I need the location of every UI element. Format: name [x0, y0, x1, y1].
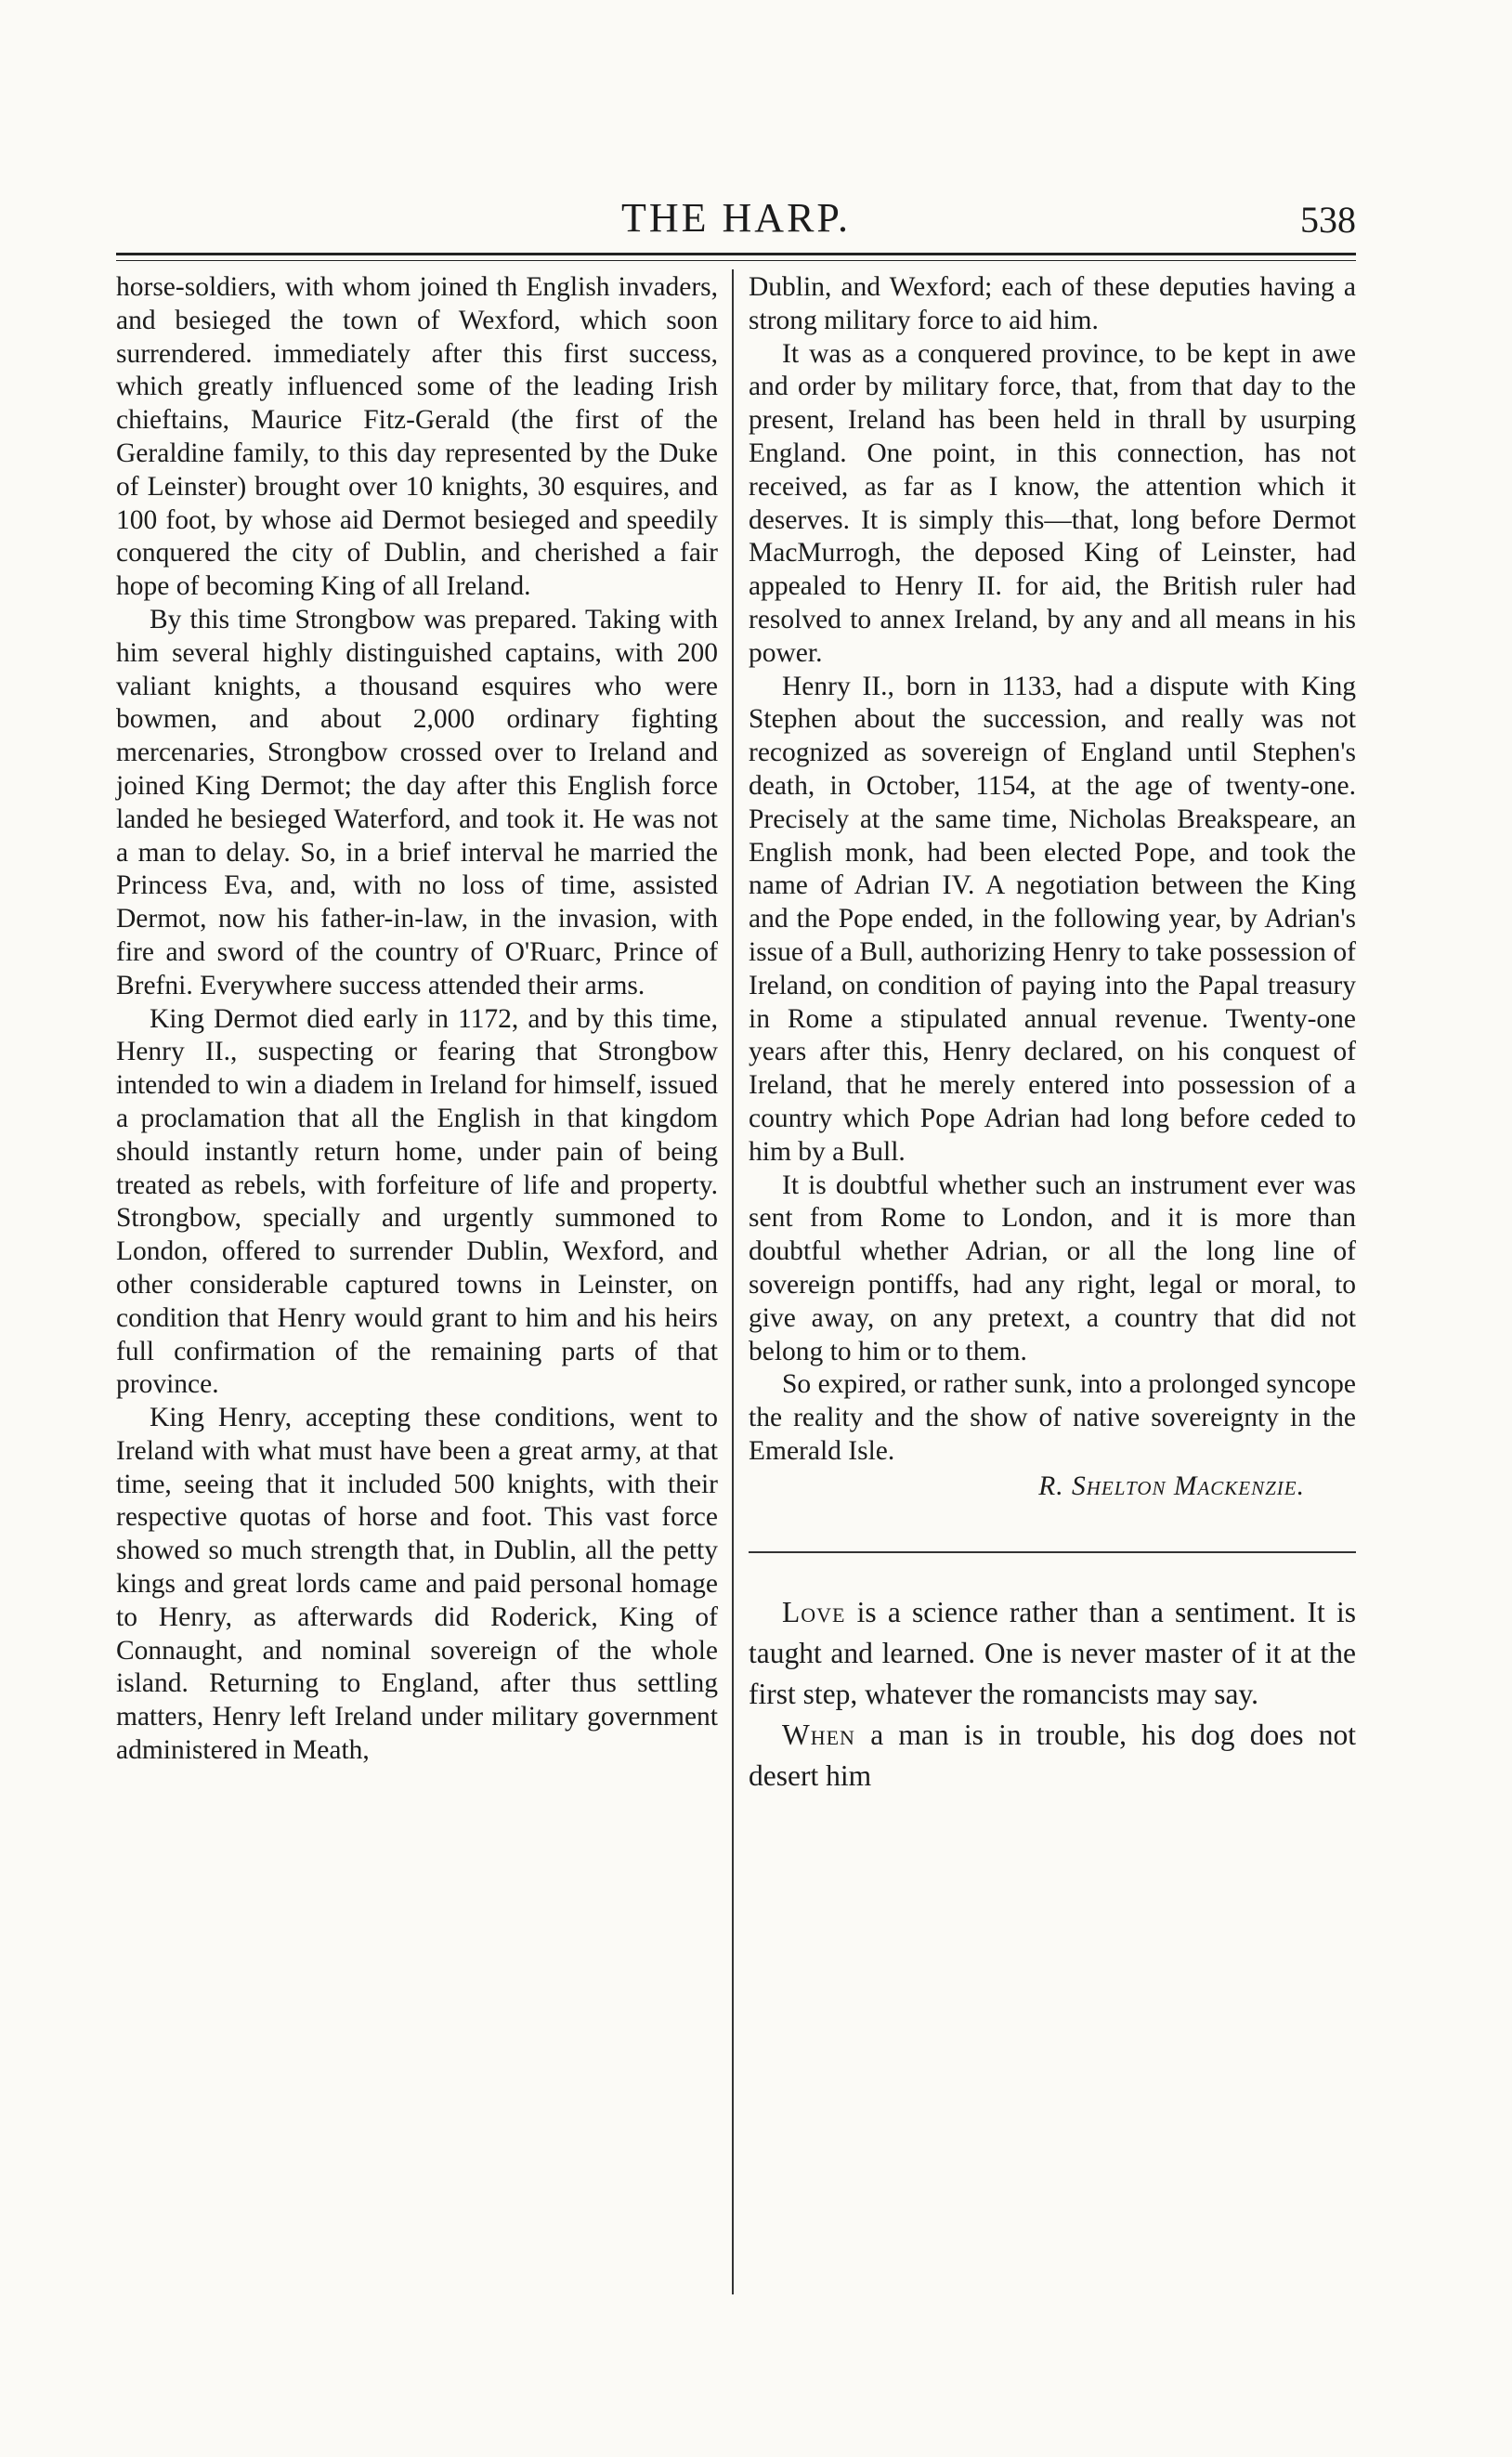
page-header	[116, 190, 1356, 246]
body-paragraph: It is doubtful whether such an instrument ever was sent from Rome to London, and it is more than doubtful whether Adrian, or all the long line of sovereign pontiffs, had any right, legal or moral, to give away, on any pretext, a country that did not belong to him or to them.	[749, 1170, 1356, 1366]
body-paragraph: King Henry, accepting these conditions, went to Ireland with what must have been a great army, at that time, seeing that it included 500 knights, with their respective quotas of horse and foot. This vast force showed so much strength that, in Dublin, all the petty kings and great lords came and paid personal homage to Henry, as afterwards did Roderick, King of Connaught, and nominal sovereign of the whole island. Returning to England, after thus settling matters, Henry left Ireland under military government administered in Meath,	[116, 1403, 718, 1766]
notes-section	[749, 1592, 1356, 1797]
body-paragraph: It was as a conquered province, to be kept in awe and order by military force, that, from that day to the present, Ireland has been held in thrall by usurping England. One point, in this connection, has not received, as far as I know, the attention which it deserves. It is simply this—that, long before Dermot MacMurrogh, the deposed King of Leinster, had appealed to Henry II. for aid, the British ruler had resolved to annex Ireland, by any and all means in his power.	[749, 338, 1356, 668]
page-number: 538	[1300, 199, 1356, 241]
note-paragraph	[749, 1592, 1356, 1715]
body-paragraph: Henry II., born in 1133, had a dispute with King Stephen about the succession, and really was not recognized as sovereign of England until Stephen's death, in October, 1154, at the age of twenty-one. Precisely at the same time, Nicholas Breakspeare, an English monk, had been elected Pope, and took the name of Adrian IV. A negotiation between the King and the Pope ended, in the following year, by Adrian's issue of a Bull, authorizing Henry to take possession of Ireland, on condition of paying into the Papal treasury in Rome a stipulated annual revenue. Twenty-one years after this, Henry declared, on his conquest of Ireland, that he merely entered into possession of a country which Pope Adrian had long before ceded to him by a Bull.	[749, 671, 1356, 1167]
note-text: is a science rather than a sentiment. It is taught and learned. One is never master of it at the first step, whatever the romancists may say.	[749, 1596, 1356, 1711]
right-column	[749, 271, 1356, 1797]
body-paragraph: Dublin, and Wexford; each of these deputies having a strong military force to aid him.	[749, 272, 1356, 335]
body-paragraph: By this time Strongbow was prepared. Taking with him several highly distinguished captains, with 200 valiant knights, a thousand esquires who were bowmen, and about 2,000 ordinary fighting mercenaries, Strongbow crossed over to Ireland and joined King Dermot; the day after this English force landed he besieged Waterford, and took it. He was not a man to delay. So, in a brief interval he married the Princess Eva, and, with no loss of time, assisted Dermot, now his father-in-law, in the invasion, with fire and sword of the country of O'Ruarc, Prince of Brefni. Everywhere success attended their arms.	[116, 604, 718, 1000]
running-title: THE HARP.	[620, 195, 852, 241]
note-paragraph	[749, 1715, 1356, 1797]
note-lead-word: Love	[782, 1596, 846, 1629]
section-rule	[749, 1551, 1356, 1553]
author-signature: R. Shelton Mackenzie.	[1038, 1470, 1305, 1501]
header-rule	[116, 253, 1356, 261]
body-paragraph: So expired, or rather sunk, into a prolonged syncope the reality and the show of native sovereignty in the Emerald Isle.	[749, 1369, 1356, 1466]
left-column	[116, 271, 718, 1768]
note-text: a man is in trouble, his dog does not desert him	[749, 1719, 1356, 1793]
body-paragraph: King Dermot died early in 1172, and by this time, Henry II., suspecting or fearing that Strongbow intended to win a diadem in Ireland for himself, issued a proclamation that all the English in that kingdom should instantly return home, under pain of being treated as rebels, with forfeiture of life and property. Strongbow, specially and urgently summoned to London, offered to surrender Dublin, Wexford, and other considerable captured towns in Leinster, on condition that Henry would grant to him and his heirs full confirmation of the remaining parts of that province.	[116, 1003, 718, 1400]
column-divider	[732, 269, 734, 2294]
body-paragraph: horse-soldiers, with whom joined th English invaders, and besieged the town of Wexford, which soon surrendered. immediately after this first success, which greatly influenced some of the leading Irish chieftains, Maurice Fitz-Gerald (the first of the Geraldine family, to this day represented by the Duke of Leinster) brought over 10 knights, 30 esquires, and 100 foot, by whose aid Dermot besieged and speedily conquered the city of Dublin, and cherished a fair hope of becoming King of all Ireland.	[116, 272, 718, 602]
note-lead-word: When	[782, 1719, 855, 1752]
